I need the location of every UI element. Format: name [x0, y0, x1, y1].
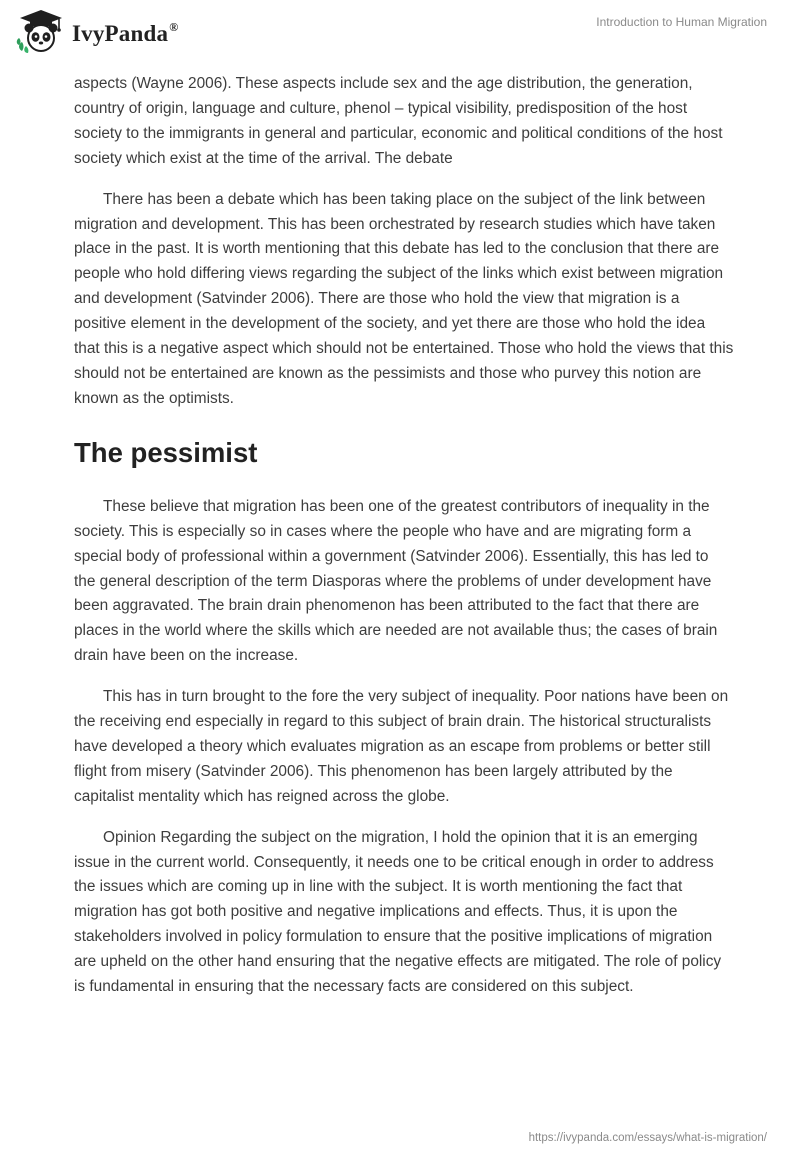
essay-body	[74, 72, 734, 1016]
paragraph-debate: There has been a debate which has been taking place on the subject of the link between migration and development. This has been orchestrated by research studies which have taken place in the past. It is worth mentioning that this debate has led to the conclusion that there are people who hold differing views regarding the subject of the links which exist between migration and development (Satvinder 2006). There are those who hold the view that migration is a positive element in the development of the society, and yet there are those who hold the idea that this is a negative aspect which should not be entertained. Those who hold the views that this should not be entertained are known as the pessimists and those who purvey this notion are known as the optimists.	[74, 190, 734, 407]
page-header	[0, 0, 800, 70]
paragraph-continued: aspects (Wayne 2006). These aspects include sex and the age distribution, the generation, country of origin, language and culture, phenol – typical visibility, predisposition of the host society to the immigrants in general and particular, economic and political conditions of the host society which exist at the time of the arrival. The debate	[74, 75, 723, 167]
registered-mark: ®	[169, 19, 179, 34]
panda-graduate-icon	[16, 8, 66, 54]
paragraph-pessimist-2: This has in turn brought to the fore the very subject of inequality. Poor nations have been on the receiving end especially in regard to this subject of brain drain. The historical structuralists have developed a theory which evaluates migration as an escape from problems or better still flight from misery (Satvinder 2006). This phenomenon has been largely attributed by the capitalist mentality which has reigned across the globe.	[74, 688, 729, 805]
paragraph-opinion: Opinion Regarding the subject on the migration, I hold the opinion that it is an emerging issue in the current world. Consequently, it needs one to be critical enough in order to address the issues which are coming up in line with the subject. It is worth mentioning the fact that migration has got both positive and negative implications and effects. Thus, it is upon the stakeholders involved in policy formulation to ensure that the positive implications of migration are upheld on the other hand ensuring that the negative effects are mitigated. The role of policy is fundamental in ensuring that the necessary facts are considered on this subject.	[74, 828, 722, 996]
document-title: Introduction to Human Migration	[596, 15, 767, 29]
paragraph-pessimist-1: These believe that migration has been one of the greatest contributors of inequality in the society. This is especially so in cases where the people who have and are migrating form a special body of professional within a government (Satvinder 2006). Essentially, this has led to the general description of the term Diasporas where the problems of under development have been aggravated. The brain drain phenomenon has been attributed to the fact that there are places in the world where the skills which are needed are not available thus; the cases of brain drain have been on the increase.	[74, 497, 718, 665]
section-heading-pessimist: The pessimist	[74, 436, 258, 468]
brand-name: IvyPanda®	[72, 19, 179, 46]
ivypanda-logo[interactable]	[16, 8, 178, 54]
source-url[interactable]: https://ivypanda.com/essays/what-is-migration/	[528, 1132, 767, 1144]
